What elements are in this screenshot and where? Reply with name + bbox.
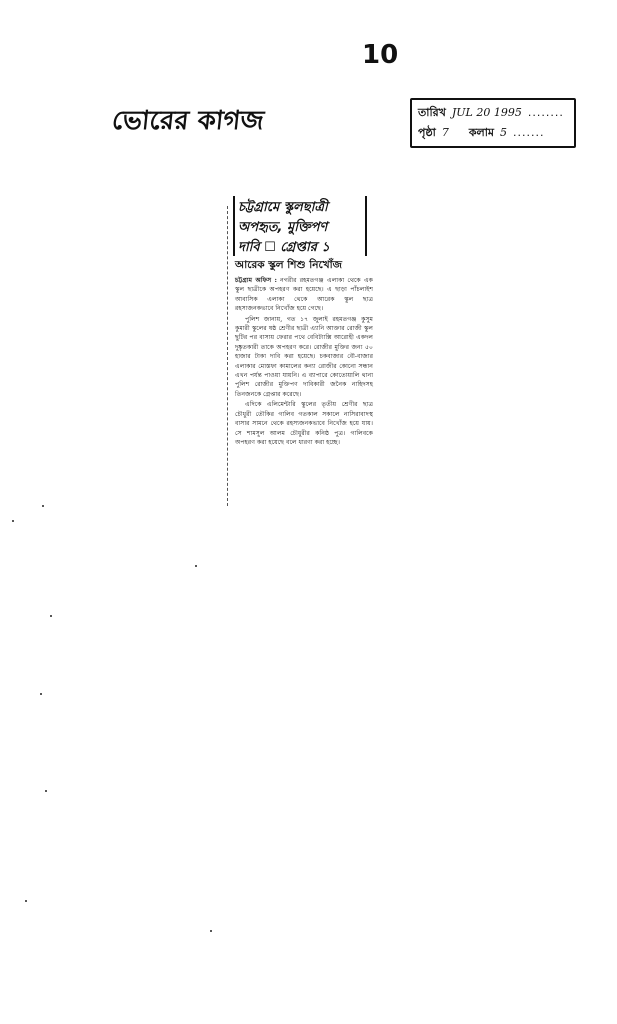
newspaper-masthead: ভোরের কাগজ (110, 106, 266, 136)
article-headline (233, 196, 367, 256)
stamp-dots: ........ (527, 106, 564, 119)
scan-speck (42, 505, 44, 507)
scan-speck (210, 930, 212, 932)
paragraph-text: নগরীর রহমতগঞ্জ এলাকা থেকে এক স্কুল ছাত্রীকে অপহরণ করা হয়েছে। এ ছাড়া পাঁচলাইশ আবাসিক এলাকা থেকে আরেক স্কুল ছাত্র রহস্যজনকভাবে নিখোঁজ হয়ে গেছে। (235, 277, 374, 313)
news-clipping (227, 196, 372, 514)
scan-speck (40, 693, 42, 695)
scan-speck (50, 615, 52, 617)
scan-speck (45, 790, 47, 792)
stamp-date-value: JUL 20 1995 (451, 106, 522, 119)
article-subhead: আরেক স্কুল শিশু নিখোঁজ (235, 259, 343, 271)
scan-speck (12, 520, 14, 522)
article-paragraph: পুলিশ জানায়, গত ১৭ জুলাই রহমতগঞ্জ কুসুম কুমারী স্কুলের ষষ্ঠ শ্রেণীর ছাত্রী এ্যানি আক্তার রোজী স্কুল ছুটির পর বাসায় ফেরার পথে বেবিট্যাক্সি আরোহী একদল দুষ্কৃতকারী তাকে অপহরণ করে। রোজীর মুক্তির জন্য ৫০ হাজার টাকা দাবি করা হয়েছে। চকবাজার বৌ-বাজার এলাকার মোস্তফা কামালের কন্যা রোজীর কোনো সন্ধান এখন পর্যন্ত পাওয়া যায়নি। এ ব্যাপারে কোতোয়ালি থানা পুলিশ রোজীর মুক্তিপণ দাবিকারী জনৈক নাহিদসহ তিনজনকে গ্রেপ্তার করেছে। (235, 315, 373, 398)
stamp-date-label: তারিখ (418, 106, 446, 119)
scan-speck (25, 900, 27, 902)
archive-stamp (410, 98, 576, 148)
headline-line-2: অপহৃত, মুক্তিপণ (238, 220, 328, 235)
stamp-column-label: কলাম (468, 126, 495, 139)
page-number: 10 (362, 40, 399, 70)
stamp-dots-2: ....... (513, 126, 545, 139)
stamp-page-label: পৃষ্ঠা (418, 126, 436, 139)
article-dateline: চট্টগ্রাম অফিস : (235, 277, 277, 284)
article-paragraph (235, 276, 373, 314)
stamp-page-value: 7 (441, 126, 449, 139)
stamp-column-value: 5 (500, 126, 508, 139)
article-body (235, 276, 373, 448)
clipping-cut-edge (227, 206, 229, 506)
headline-line-3: দাবি ☐ গ্রেপ্তার ১ (238, 240, 330, 255)
stamp-date-row (418, 104, 568, 124)
article-paragraph: এদিকে এলিমেন্টারি স্কুলের তৃতীয় শ্রেণীর ছাত্র চৌধুরী তৌকির গালিব গতকাল সকালে নাসিরাবাদস্থ বাসার সামনে থেকে রহস্যজনকভাবে নিখোঁজ হয়ে যায়। সে শামসুল আলম চৌধুরীর কনিষ্ঠ পুত্র। গালিবকে অপহরণ করা হয়েছে বলে ধারণা করা হচ্ছে। (235, 401, 373, 446)
scan-speck (195, 565, 197, 567)
headline-line-1: চট্টগ্রামে স্কুলছাত্রী (238, 200, 328, 215)
stamp-page-row (418, 124, 568, 144)
